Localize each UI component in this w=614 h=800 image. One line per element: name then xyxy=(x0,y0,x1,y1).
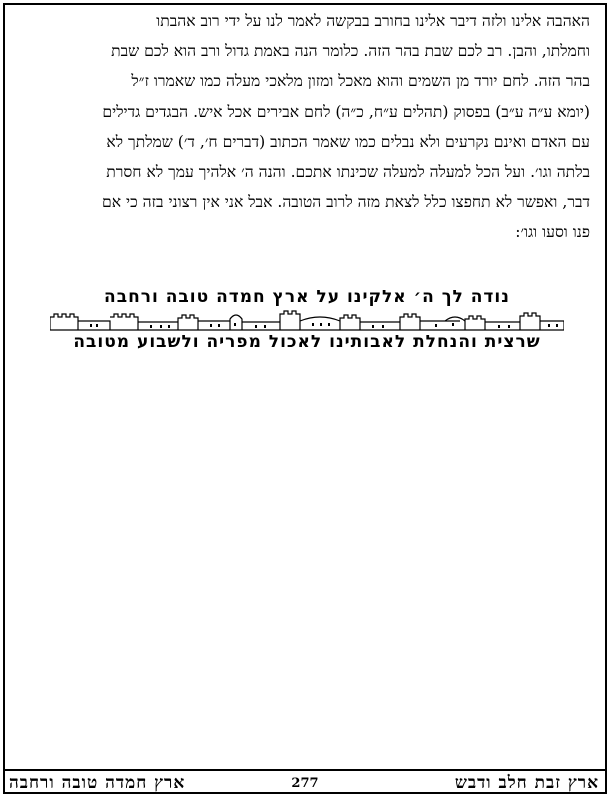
banner-verse-top: נודה לך ה׳ אלקינו על ארץ חמדה טובה ורחבה xyxy=(104,287,510,307)
text-line: עם האדם ואינם נקרעים ולא נבלים כמו שאמר הכתוב (דברים ח׳, ד׳) שמלתך לא xyxy=(106,132,590,151)
jerusalem-wall-illustration xyxy=(50,309,564,331)
text-line: בהר הזה. לחם יורד מן השמים והוא מאכל ומזון מלאכי מעלה כמו שאמרו ז״ל xyxy=(131,72,590,91)
page-number: 277 xyxy=(291,776,319,791)
page-footer xyxy=(3,772,607,794)
body-text xyxy=(24,6,590,248)
text-line: (יומא ע״ה ע״ב) בפסוק (תהלים ע״ח, כ״ה) לחם אבירים אכל איש. הבגדים גדילים xyxy=(102,102,590,121)
text-line: האהבה אלינו ולזה דיבר אלינו בחורב בבקשה לאמר לנו על ידי רוב אהבתו xyxy=(156,12,590,30)
banner-verse-bottom: שרצית והנחלת לאבותינו לאכול מפריה ולשבוע מטובה xyxy=(73,332,541,352)
footer-right-text: ארץ זבת חלב ודבש xyxy=(454,773,599,793)
text-line: וחמלתו, והבן. רב לכם שבת בהר הזה. כלומר הנה באמת גדול ורב הוא לכם שבת xyxy=(111,42,590,61)
text-line: בלתה וגו׳. ועל הכל למעלה למעלה שכינתו אתכם. והנה ה׳ אלהיך עמך לא חסרת xyxy=(106,163,590,182)
text-line: דבר, ואפשר לא תחפצו כלל לצאת מזה לרוב הטובה. אבל אני אין רצוני בזה כי אם xyxy=(101,193,590,212)
footer-divider xyxy=(3,769,607,771)
footer-left-text: ארץ חמדה טובה ורחבה xyxy=(9,773,186,793)
text-line: פנו וסעו וגו׳: xyxy=(515,223,590,242)
